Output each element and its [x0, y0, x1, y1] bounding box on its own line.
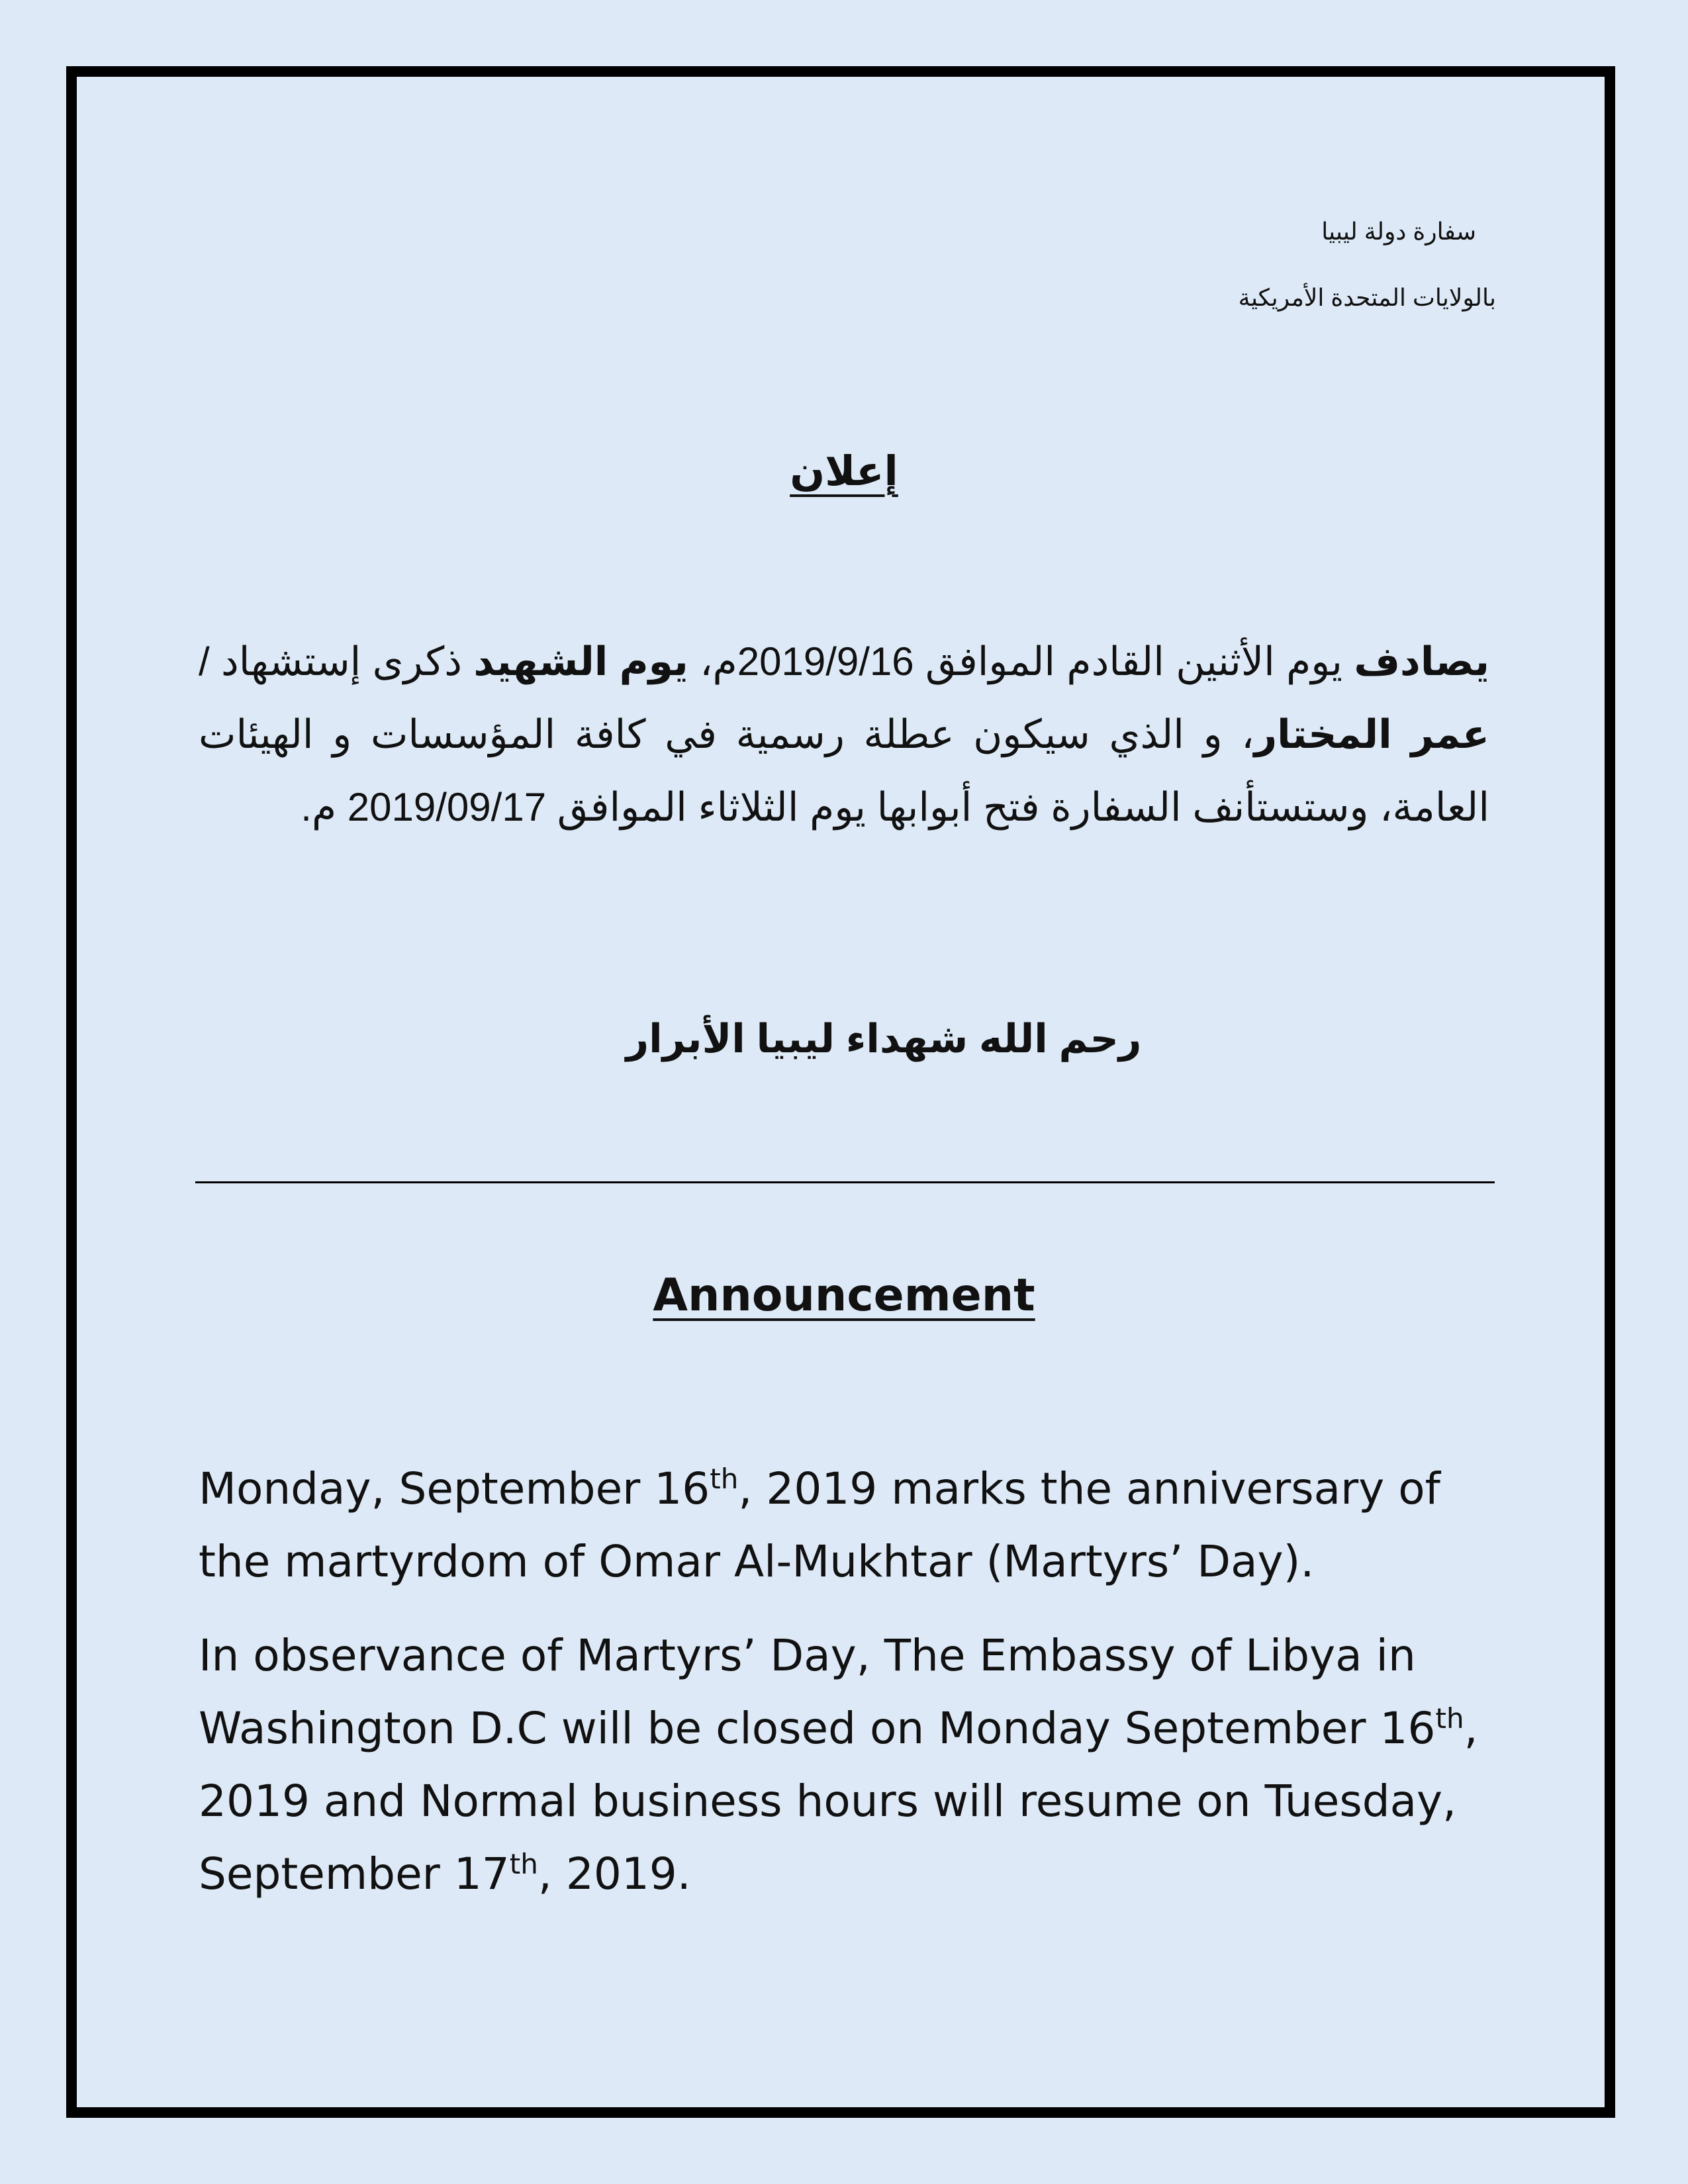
- english-p1-text-b: , 2019 marks the anniversary of the martyrdom of Omar Al-Mukhtar (Martyrs’ Day).: [199, 1463, 1440, 1587]
- english-p2-text-c: , 2019.: [538, 1848, 691, 1899]
- arabic-text-1: يوم الأثنين القادم الموافق 2019/9/16م،: [688, 639, 1354, 684]
- english-p2-text-b: , 2019 and Normal business hours will resume on Tuesday, September 17: [199, 1703, 1478, 1899]
- english-title: [0, 1269, 1688, 1322]
- arabic-bold-3: عمر المختار: [1254, 712, 1489, 756]
- arabic-text-2: ذكرى إستشهاد /: [199, 639, 474, 684]
- arabic-body: [199, 625, 1489, 844]
- arabic-title: [0, 447, 1688, 495]
- english-p1-sup: th: [710, 1463, 739, 1495]
- section-divider: [195, 1181, 1495, 1183]
- embassy-header: [1239, 199, 1496, 331]
- english-p1-text-a: Monday, September 16: [199, 1463, 710, 1514]
- arabic-title-text: إعلان: [790, 449, 898, 494]
- arabic-text-3: ، و الذي سيكون عطلة رسمية في كافة المؤسسات و الهيئات العامة، وستستأنف السفارة فتح أبوابها يوم الثلاثاء الموافق 2019/09/17 م.: [199, 712, 1489, 829]
- header-line-embassy: سفارة دولة ليبيا: [1321, 218, 1476, 245]
- english-paragraph-1: [199, 1453, 1496, 1598]
- english-title-text: Announcement: [653, 1269, 1035, 1322]
- arabic-paragraph: [199, 625, 1489, 844]
- arabic-bold-1: يصادف: [1354, 639, 1490, 684]
- english-body: [199, 1453, 1496, 1932]
- english-p2-sup-1: th: [1435, 1702, 1464, 1735]
- arabic-bold-2: يوم الشهيد: [473, 639, 688, 684]
- arabic-closing: رحم الله شهداء ليبيا الأبرار: [626, 1017, 1142, 1061]
- english-paragraph-2: [199, 1619, 1496, 1911]
- english-p2-sup-2: th: [509, 1848, 538, 1880]
- header-line-country: بالولايات المتحدة الأمريكية: [1238, 284, 1496, 311]
- english-p2-text-a: In observance of Martyrs’ Day, The Embassy of Libya in Washington D.C will be closed on Monday September 16: [199, 1630, 1436, 1754]
